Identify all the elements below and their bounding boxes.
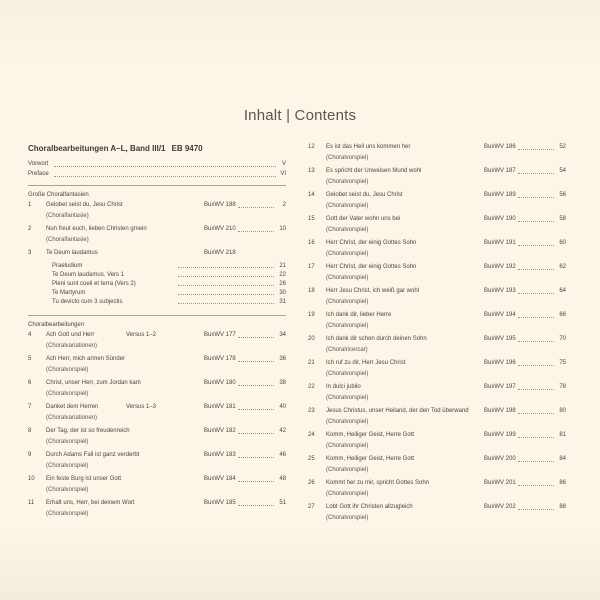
toc-entry[interactable] (308, 288, 566, 307)
toc-entry-subline (308, 442, 566, 451)
toc-entry-line (28, 250, 286, 260)
dot-leader (178, 285, 274, 286)
toc-entry-number: 23 (308, 408, 315, 414)
toc-entry-line (28, 356, 286, 366)
toc-entry-buxwv: BuxWV 181 (204, 404, 236, 410)
toc-entry-line (308, 144, 566, 154)
toc-entry-line (28, 452, 286, 462)
toc-entry-title: Te Deum laudamus (46, 250, 98, 256)
toc-entry-page: 64 (559, 288, 566, 294)
dot-leader (238, 433, 274, 434)
toc-entry[interactable] (308, 192, 566, 211)
toc-entry-buxwv: BuxWV 218 (204, 250, 236, 256)
toc-entry-page: 86 (559, 480, 566, 486)
toc-entry-genre: (Choralvorspiel) (326, 371, 369, 377)
dot-leader (518, 437, 554, 438)
toc-entry-line (308, 456, 566, 466)
dot-leader (238, 505, 274, 506)
toc-entry[interactable] (28, 356, 286, 375)
toc-entry[interactable] (28, 226, 286, 245)
dot-leader (518, 341, 554, 342)
toc-entry-page: 46 (279, 452, 286, 458)
toc-entry-subline (28, 438, 286, 447)
toc-entry-subline (308, 466, 566, 475)
toc-entry-genre: (Choralvorspiel) (326, 323, 369, 329)
toc-entry-buxwv: BuxWV 193 (484, 288, 516, 294)
tedeum-part[interactable] (28, 271, 286, 280)
toc-entry-genre: (Choralvariationen) (46, 415, 98, 421)
toc-entry[interactable] (28, 380, 286, 399)
toc-entry-page: 75 (559, 360, 566, 366)
toc-entry-subline (28, 462, 286, 471)
toc-entry-number: 15 (308, 216, 315, 222)
toc-entry-page: 58 (559, 216, 566, 222)
toc-entry-genre: (Choralvariationen) (46, 343, 98, 349)
toc-entry-line (28, 202, 286, 212)
toc-entry-page: 70 (559, 336, 566, 342)
toc-entry-subline (28, 236, 286, 245)
toc-entry-genre: (Choralvorspiel) (326, 419, 369, 425)
toc-entry-title: Durch Adams Fall ist ganz verderbt (46, 452, 140, 458)
toc-entry-title: Ich dank dir, lieber Herre (326, 312, 392, 318)
toc-entry-buxwv: BuxWV 182 (204, 428, 236, 434)
section-divider (28, 185, 286, 186)
toc-entry-genre: (Choralvorspiel) (46, 367, 89, 373)
toc-entry-line (28, 404, 286, 414)
toc-entry-number: 21 (308, 360, 315, 366)
toc-entry-title: Erhalt uns, Herr, bei deinem Wort (46, 500, 135, 506)
toc-right-column (308, 144, 566, 528)
toc-entry-vorwort[interactable] (28, 161, 286, 171)
toc-entry-buxwv: BuxWV 198 (484, 408, 516, 414)
toc-entry-number: 16 (308, 240, 315, 246)
toc-entry[interactable] (308, 240, 566, 259)
toc-entry-number: 5 (28, 356, 32, 362)
dot-leader (178, 303, 274, 304)
dot-leader (238, 361, 274, 362)
toc-entry-subline (308, 298, 566, 307)
toc-entry-title: Ein feste Burg ist unser Gott (46, 476, 122, 482)
toc-entry-subline (28, 414, 286, 423)
toc-entry-genre: (Choralvorspiel) (326, 443, 369, 449)
dot-leader (518, 149, 554, 150)
toc-entry-number: 19 (308, 312, 315, 318)
toc-entry-label: Preface (28, 171, 49, 177)
toc-entry-title: Herr Christ, der einig Gottes Sohn (326, 264, 417, 270)
toc-entry-number: 12 (308, 144, 315, 150)
toc-entry-buxwv: BuxWV 194 (484, 312, 516, 318)
toc-entry-line (308, 384, 566, 394)
toc-entry-number: 2 (28, 226, 32, 232)
toc-entry-line (308, 360, 566, 370)
toc-entry[interactable] (308, 264, 566, 283)
dot-leader (518, 461, 554, 462)
toc-group-fantasien (28, 202, 286, 307)
toc-entry-title: Herr Jesu Christ, ich weiß gar wohl (326, 288, 420, 294)
toc-entry-page: 36 (279, 356, 286, 362)
toc-entry-genre: (Choralvorspiel) (46, 391, 89, 397)
toc-entry-genre: (Choralvorspiel) (326, 515, 369, 521)
dot-leader (518, 365, 554, 366)
toc-entry-genre: (Choralvorspiel) (46, 439, 89, 445)
toc-entry-genre: (Choralvorspiel) (326, 275, 369, 281)
toc-entry-subline (28, 342, 286, 351)
toc-entry-line (28, 428, 286, 438)
toc-entry-line (308, 336, 566, 346)
toc-entry-number: 27 (308, 504, 315, 510)
toc-entry-page: 81 (559, 432, 566, 438)
tedeum-part-page: 26 (279, 281, 286, 287)
toc-entry-line (308, 168, 566, 178)
toc-entry-number: 9 (28, 452, 32, 458)
tedeum-part-label: Praeludium (52, 263, 83, 269)
toc-group-choralbearbeitungen (28, 332, 286, 519)
toc-entry-genre: (Choralvorspiel) (326, 227, 369, 233)
toc-entry-title: Es ist das Heil uns kommen her (326, 144, 411, 150)
toc-entry-line (308, 408, 566, 418)
toc-entry-subline (308, 226, 566, 235)
toc-entry-page: 60 (559, 240, 566, 246)
toc-entry-page: 40 (279, 404, 286, 410)
toc-entry-subline (308, 370, 566, 379)
toc-entry[interactable] (308, 504, 566, 523)
toc-entry-subline (308, 322, 566, 331)
toc-entry[interactable] (308, 312, 566, 331)
toc-entry-page: 38 (279, 380, 286, 386)
toc-entry[interactable] (28, 500, 286, 519)
dot-leader (518, 197, 554, 198)
toc-entry-buxwv: BuxWV 201 (484, 480, 516, 486)
toc-entry[interactable] (308, 360, 566, 379)
tedeum-part-label: Te Martyrum (52, 290, 86, 296)
tedeum-part-label: Te Deum laudamus. Vers 1 (52, 272, 125, 278)
toc-entry-buxwv: BuxWV 185 (204, 500, 236, 506)
toc-entry-buxwv: BuxWV 202 (484, 504, 516, 510)
toc-entry-subline (308, 202, 566, 211)
dot-leader (238, 457, 274, 458)
toc-entry-subline (308, 394, 566, 403)
toc-entry-subline (308, 514, 566, 523)
toc-entry-subline (28, 366, 286, 375)
page-bottom-shadow (0, 530, 600, 600)
dot-leader (518, 245, 554, 246)
toc-entry-page: 80 (559, 408, 566, 414)
toc-entry[interactable] (28, 428, 286, 447)
dot-leader (238, 337, 274, 338)
toc-entry-buxwv: BuxWV 191 (484, 240, 516, 246)
toc-entry-title: Gott der Vater wohn uns bei (326, 216, 401, 222)
toc-entry[interactable] (308, 384, 566, 403)
toc-entry-title: Ich ruf zu dir, Herr Jesu Christ (326, 360, 406, 366)
toc-entry-label: Vorwort (28, 161, 49, 167)
toc-entry[interactable] (28, 332, 286, 351)
toc-entry-buxwv: BuxWV 189 (484, 192, 516, 198)
toc-entry[interactable] (308, 216, 566, 235)
toc-entry-subline (308, 418, 566, 427)
toc-entry-number: 7 (28, 404, 32, 410)
toc-entry-genre: (Choralvorspiel) (46, 511, 89, 517)
toc-entry-page: 56 (559, 192, 566, 198)
toc-entry-genre: (Choralvorspiel) (326, 155, 369, 161)
toc-entry-title: Ich dank dir schon durch deinen Sohn (326, 336, 427, 342)
toc-entry-subline (28, 390, 286, 399)
dot-leader (518, 485, 554, 486)
toc-entry-title: Nun freut euch, lieben Christen gmein (46, 226, 147, 232)
toc-entry-buxwv: BuxWV 195 (484, 336, 516, 342)
toc-entry-genre: (Choralfantasie) (46, 237, 89, 243)
toc-entry-line (308, 240, 566, 250)
toc-entry-genre: (Choralvorspiel) (326, 491, 369, 497)
toc-entry-page: 48 (279, 476, 286, 482)
toc-entry-line (308, 504, 566, 514)
dot-leader (518, 173, 554, 174)
toc-entry-genre: (Choralvorspiel) (326, 299, 369, 305)
toc-entry-number: 10 (28, 476, 35, 482)
toc-entry[interactable] (308, 408, 566, 427)
toc-entry-title: Lobt Gott ihr Christen allzugleich (326, 504, 413, 510)
dot-leader (238, 231, 274, 232)
tedeum-part-label: Pleni sunt coeli et terra (Vers 2) (52, 281, 136, 287)
dot-leader (518, 389, 554, 390)
toc-entry[interactable] (28, 250, 286, 260)
toc-entry-line (308, 480, 566, 490)
toc-entry-page: 54 (559, 168, 566, 174)
toc-entry-page: 10 (279, 226, 286, 232)
dot-leader (518, 221, 554, 222)
dot-leader (178, 276, 274, 277)
page-title: Inhalt | Contents (243, 107, 357, 124)
toc-entry-verse: Versus 1–2 (126, 332, 157, 338)
tedeum-part-label: Tu devicto cum 3 subjectis (52, 299, 123, 305)
toc-entry-buxwv: BuxWV 187 (484, 168, 516, 174)
toc-entry-subline (308, 154, 566, 163)
toc-entry-title: Es spricht der Unweisen Mund wohl (326, 168, 422, 174)
toc-entry-number: 22 (308, 384, 315, 390)
toc-entry-line (308, 432, 566, 442)
toc-entry-page: V (281, 161, 286, 167)
toc-entry-title: Herr Christ, der einig Gottes Sohn (326, 240, 417, 246)
toc-entry-buxwv: BuxWV 196 (484, 360, 516, 366)
toc-entry-title: Komm, Heiliger Geist, Herre Gott (326, 456, 415, 462)
toc-entry-subline (28, 486, 286, 495)
toc-entry-genre: (Choralfantasie) (46, 213, 89, 219)
toc-entry-buxwv: BuxWV 177 (204, 332, 236, 338)
toc-entry-page: 42 (279, 428, 286, 434)
toc-entry-buxwv: BuxWV 190 (484, 216, 516, 222)
toc-entry-genre: (Choralvorspiel) (326, 467, 369, 473)
toc-entry[interactable] (308, 432, 566, 451)
dot-leader (518, 269, 554, 270)
toc-entry-verse: Versus 1–3 (126, 404, 157, 410)
toc-entry-page: 34 (279, 332, 286, 338)
tedeum-part[interactable] (28, 280, 286, 289)
toc-entry-subline (28, 212, 286, 221)
toc-entry-buxwv: BuxWV 199 (484, 432, 516, 438)
toc-entry-buxwv: BuxWV 192 (484, 264, 516, 270)
dot-leader (518, 509, 554, 510)
toc-entry-buxwv: BuxWV 197 (484, 384, 516, 390)
edition-number: EB 9470 (171, 144, 203, 153)
toc-entry[interactable] (28, 476, 286, 495)
toc-entry[interactable] (308, 480, 566, 499)
volume-title: Choralbearbeitungen A–L, Band III/1 (28, 144, 166, 153)
tedeum-part[interactable] (28, 298, 286, 307)
dot-leader (178, 267, 274, 268)
toc-entry-subline (308, 274, 566, 283)
tedeum-part-page: 30 (279, 290, 286, 296)
toc-entry-title: Komm, Heiliger Geist, Herre Gott (326, 432, 415, 438)
toc-entry-genre: (Choralvorspiel) (326, 251, 369, 257)
toc-entry-line (308, 216, 566, 226)
tedeum-part-page: 22 (279, 272, 286, 278)
toc-entry-page: 66 (559, 312, 566, 318)
toc-entry-number: 4 (28, 332, 32, 338)
toc-entry-number: 6 (28, 380, 32, 386)
toc-entry[interactable] (28, 452, 286, 471)
toc-entry-number: 25 (308, 456, 315, 462)
toc-entry-number: 18 (308, 288, 315, 294)
toc-entry-subline (308, 490, 566, 499)
toc-entry-number: 26 (308, 480, 315, 486)
toc-entry-title: Der Tag, der ist so freudenreich (46, 428, 130, 434)
toc-entry[interactable] (28, 202, 286, 221)
toc-entry-line (28, 476, 286, 486)
section-divider (28, 315, 286, 316)
toc-entry-subline (28, 510, 286, 519)
page-top-shadow (0, 0, 600, 60)
toc-entry-title: Ach Herr, mich armen Sünder (46, 356, 126, 362)
dot-leader (518, 317, 554, 318)
toc-entry-number: 11 (28, 500, 35, 506)
toc-entry-buxwv: BuxWV 178 (204, 356, 236, 362)
toc-entry[interactable] (308, 456, 566, 475)
toc-entry-number: 24 (308, 432, 315, 438)
toc-entry-genre: (Choralricercar) (326, 347, 368, 353)
toc-entry-buxwv: BuxWV 183 (204, 452, 236, 458)
toc-entry-page: 2 (282, 202, 286, 208)
toc-entry-number: 20 (308, 336, 315, 342)
toc-entry-number: 3 (28, 250, 32, 256)
toc-entry-page: 88 (559, 504, 566, 510)
dot-leader (238, 207, 274, 208)
tedeum-part[interactable] (28, 289, 286, 298)
toc-entry-title: Gelobet seist du, Jesu Christ (326, 192, 403, 198)
tedeum-part[interactable] (28, 262, 286, 271)
section-heading: Große Choralfantasien (28, 192, 89, 198)
section-heading: Choralbearbeitungen (28, 322, 85, 328)
toc-entry[interactable] (308, 144, 566, 163)
toc-entry-line (308, 288, 566, 298)
toc-entry-genre: (Choralvorspiel) (326, 179, 369, 185)
toc-entry-title: Jesus Christus, unser Heiland, der den Tod überwand (326, 408, 469, 414)
toc-entry-subline (308, 346, 566, 355)
dot-leader (518, 413, 554, 414)
toc-entry-buxwv: BuxWV 180 (204, 380, 236, 386)
toc-entry-line (28, 500, 286, 510)
toc-entry[interactable] (308, 336, 566, 355)
volume-header (28, 144, 286, 154)
toc-entry-page: 51 (279, 500, 286, 506)
toc-entry-buxwv: BuxWV 200 (484, 456, 516, 462)
toc-entry-number: 17 (308, 264, 315, 270)
toc-left-column (28, 144, 286, 524)
toc-entry-subline (308, 178, 566, 187)
toc-entry-number: 13 (308, 168, 315, 174)
toc-entry-title: In dulci jubilo (326, 384, 361, 390)
toc-entry-preface[interactable] (28, 171, 286, 181)
toc-entry-subline (308, 250, 566, 259)
toc-entry-page: 84 (559, 456, 566, 462)
toc-entry-title: Christ, unser Herr, zum Jordan kam (46, 380, 141, 386)
toc-entry-genre: (Choralvorspiel) (326, 203, 369, 209)
toc-entry-number: 1 (28, 202, 32, 208)
toc-entry-genre: (Choralvorspiel) (46, 487, 89, 493)
dot-leader (238, 385, 274, 386)
tedeum-part-page: 31 (279, 299, 286, 305)
toc-entry-line (308, 312, 566, 322)
toc-entry-buxwv: BuxWV 210 (204, 226, 236, 232)
toc-entry-buxwv: BuxWV 184 (204, 476, 236, 482)
toc-entry-title: Gelobet seist du, Jesu Christ (46, 202, 123, 208)
toc-entry-number: 14 (308, 192, 315, 198)
toc-entry-line (308, 192, 566, 202)
dot-leader (178, 294, 274, 295)
toc-entry-line (28, 332, 286, 342)
toc-entry-buxwv: BuxWV 186 (484, 144, 516, 150)
toc-entry-buxwv: BuxWV 188 (204, 202, 236, 208)
toc-entry-title: Kommt her zu mir, spricht Gottes Sohn (326, 480, 430, 486)
toc-entry-page: 52 (559, 144, 566, 150)
toc-entry-genre: (Choralvorspiel) (326, 395, 369, 401)
dot-leader (54, 176, 276, 177)
tedeum-part-page: 21 (279, 263, 286, 269)
toc-entry[interactable] (28, 404, 286, 423)
toc-entry[interactable] (308, 168, 566, 187)
toc-entry-genre: (Choralvorspiel) (46, 463, 89, 469)
dot-leader (238, 409, 274, 410)
toc-entry-line (308, 264, 566, 274)
toc-entry-number: 8 (28, 428, 32, 434)
toc-entry-line (28, 380, 286, 390)
toc-entry-title: Ach Gott und Herr (46, 332, 95, 338)
dot-leader (54, 166, 276, 167)
toc-entry-page: 78 (559, 384, 566, 390)
toc-entry-line (28, 226, 286, 236)
dot-leader (238, 481, 274, 482)
toc-entry-page: 62 (559, 264, 566, 270)
toc-entry-page: VI (280, 171, 286, 177)
toc-entry-title: Danket dem Herren (46, 404, 99, 410)
dot-leader (518, 293, 554, 294)
